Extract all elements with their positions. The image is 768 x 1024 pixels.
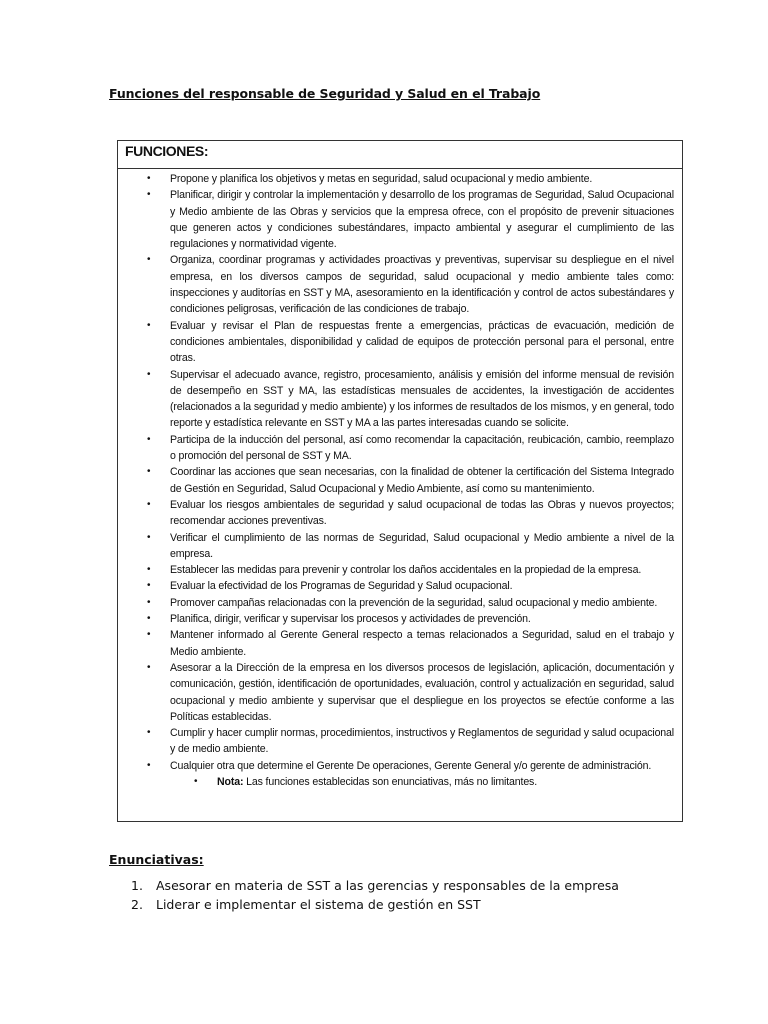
function-item-text: Evaluar la efectividad de los Programas de Seguridad y Salud ocupacional. xyxy=(170,580,513,593)
bullet-icon: • xyxy=(147,596,151,608)
note-text: Las funciones establecidas son enunciativas, más no limitantes. xyxy=(243,775,537,788)
function-item xyxy=(118,660,674,725)
function-item-text: Cumplir y hacer cumplir normas, procedimientos, instructivos y Reglamentos de seguridad y salud ocupacional y de medio ambiente. xyxy=(170,727,674,756)
function-item xyxy=(118,578,674,594)
function-item xyxy=(118,464,674,497)
bullet-icon: • xyxy=(147,319,151,331)
enunciativa-text: Asesorar en materia de SST a las gerencias y responsables de la empresa xyxy=(156,878,619,893)
function-item-text: Cualquier otra que determine el Gerente De operaciones, Gerente General y/o gerente de administración. xyxy=(170,759,652,772)
functions-table xyxy=(117,140,683,822)
bullet-icon: • xyxy=(147,531,151,543)
bullet-icon: • xyxy=(147,254,151,266)
function-item-text: Evaluar y revisar el Plan de respuestas frente a emergencias, prácticas de evacuación, medición de condiciones ambientales, disponibilidad y calidad de equipos de protección personal para el personal, entre otras. xyxy=(170,319,674,365)
function-item xyxy=(118,562,674,578)
function-item xyxy=(118,530,674,563)
note-label: Nota: xyxy=(217,775,244,788)
functions-list xyxy=(118,169,682,774)
bullet-icon: • xyxy=(147,466,151,478)
enunciativas-title: Enunciativas: xyxy=(109,852,204,867)
functions-header: FUNCIONES: xyxy=(118,141,682,169)
bullet-icon: • xyxy=(147,613,151,625)
function-item-text: Organiza, coordinar programas y actividades proactivas y preventivas, supervisar su despliegue en el nivel empresa, en los diversos campos de seguridad, salud ocupacional y medio ambiente tales como: inspecciones y auditorías en SST y MA, asesoramiento en la identificación y control de actos subestándares y condiciones peligrosas, verificación de las condiciones de trabajo. xyxy=(170,254,674,316)
function-item-text: Establecer las medidas para prevenir y controlar los daños accidentales en la propiedad de la empresa. xyxy=(170,564,642,577)
function-item xyxy=(118,252,674,317)
function-item-text: Coordinar las acciones que sean necesarias, con la finalidad de obtener la certificación del Sistema Integrado de Gestión en Seguridad, Salud Ocupacional y Medio Ambiente, así como su mantenimiento. xyxy=(170,466,674,495)
enunciativa-item xyxy=(109,876,619,895)
bullet-icon: • xyxy=(147,368,151,380)
enunciativa-number: 2. xyxy=(131,897,143,912)
function-item xyxy=(118,627,674,660)
bullet-icon: • xyxy=(147,661,151,673)
function-item xyxy=(118,595,674,611)
note-item xyxy=(118,774,682,790)
bullet-icon: • xyxy=(147,629,151,641)
function-item xyxy=(118,725,674,758)
function-item-text: Planificar, dirigir y controlar la implementación y desarrollo de los programas de Seguridad, Salud Ocupacional y Medio ambiente de las Obras y servicios que la empresa ofrece, con el propósito de prevenir situaciones que generen actos y condiciones subestándares, impacto ambiental y asegurar el cumplimiento de las regulaciones y normatividad vigente. xyxy=(170,189,674,251)
enunciativa-number: 1. xyxy=(131,878,143,893)
function-item-text: Promover campañas relacionadas con la prevención de la seguridad, salud ocupacional y medio ambiente. xyxy=(170,596,658,609)
enunciativa-text: Liderar e implementar el sistema de gestión en SST xyxy=(156,897,481,912)
function-item-text: Participa de la inducción del personal, así como recomendar la capacitación, reubicación, cambio, reemplazo o promoción del personal de SST y MA. xyxy=(170,433,674,463)
function-item xyxy=(118,171,674,187)
function-item xyxy=(118,432,674,465)
function-item xyxy=(118,758,674,774)
function-item-text: Propone y planifica los objetivos y metas en seguridad, salud ocupacional y medio ambiente. xyxy=(170,173,593,185)
bullet-icon: • xyxy=(147,564,151,576)
bullet-icon: • xyxy=(147,580,151,592)
function-item xyxy=(118,187,674,252)
function-item xyxy=(118,497,674,530)
function-item-text: Verificar el cumplimiento de las normas de Seguridad, Salud ocupacional y Medio ambiente a nivel de la empresa. xyxy=(170,531,674,560)
enunciativas-list xyxy=(109,876,619,914)
function-item-text: Evaluar los riesgos ambientales de seguridad y salud ocupacional de todas las Obras y nuevos proyectos; recomendar acciones preventivas. xyxy=(170,498,674,528)
function-item-text: Asesorar a la Dirección de la empresa en los diversos procesos de legislación, aplicación, documentación y comunicación, gestión, identificación de oportunidades, evaluación, control y actualización en seguridad, salud ocupacional y medio ambiente y supervisar que el despliegue en los proyectos se efectúe conforme a las Políticas establecidas. xyxy=(170,661,674,723)
function-item xyxy=(118,611,674,627)
function-item xyxy=(118,318,674,367)
function-item-text: Mantener informado al Gerente General respecto a temas relacionados a Seguridad, salud en el trabajo y Medio ambiente. xyxy=(170,629,674,658)
document-title: Funciones del responsable de Seguridad y Salud en el Trabajo xyxy=(109,86,541,101)
bullet-icon: • xyxy=(147,173,151,184)
bullet-icon: • xyxy=(147,189,151,201)
function-item xyxy=(118,367,674,432)
bullet-icon: • xyxy=(147,727,151,739)
bullet-icon: • xyxy=(147,759,151,771)
function-item-text: Supervisar el adecuado avance, registro, procesamiento, análisis y emisión del informe mensual de revisión de desempeño en SST y MA, las estadísticas mensuales de accidentes, la investigación de accidentes (relacionados a la seguridad y medio ambiente) y los informes de resultados de los mismos, y en general, todo reporte y estadística relevante en SST y MA a las partes interesadas cuando se solicite. xyxy=(170,368,674,430)
function-item-text: Planifica, dirigir, verificar y supervisar los procesos y actividades de prevención. xyxy=(170,613,531,626)
bullet-icon: • xyxy=(147,433,151,445)
bullet-icon: • xyxy=(194,775,198,787)
enunciativa-item xyxy=(109,895,619,914)
bullet-icon: • xyxy=(147,498,151,510)
